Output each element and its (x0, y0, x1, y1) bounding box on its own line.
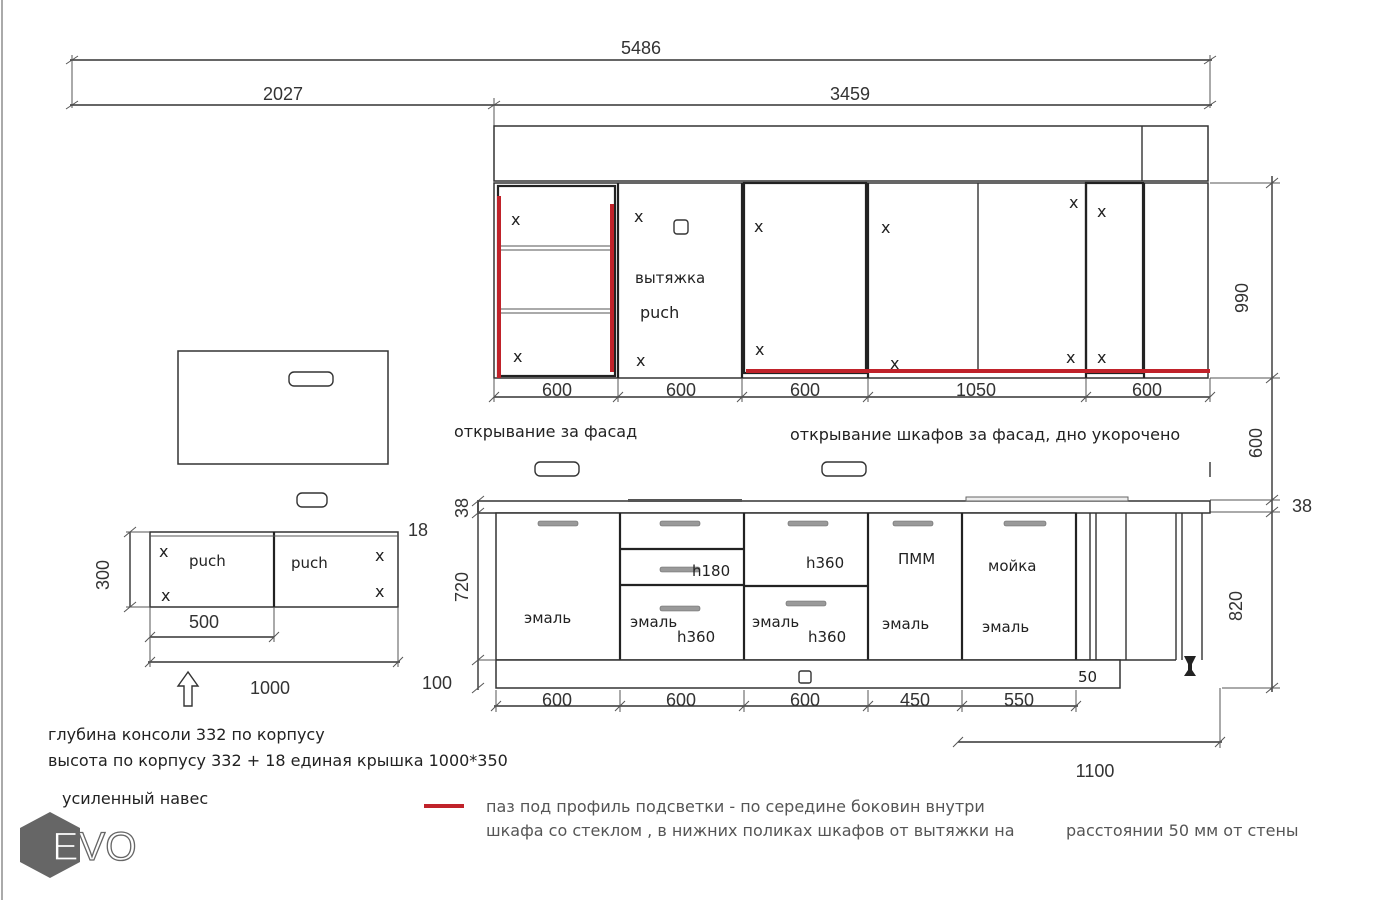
hinge-mark: x (1097, 348, 1107, 367)
dim-lower-600: 600 (541, 690, 573, 710)
dim-console-18: 18 (407, 520, 429, 540)
label-enamel: эмаль (982, 618, 1030, 636)
legend-line2-end: расстоянии 50 мм от стены (1066, 821, 1299, 840)
handle-icon (893, 521, 933, 526)
plinth-knob (799, 671, 811, 683)
label-enamel: эмаль (524, 609, 572, 627)
handle-icon (660, 606, 700, 611)
base-cabinets (478, 497, 1210, 688)
hinge-mark: x (1069, 193, 1079, 212)
note-open-cabinets: открывание шкафов за фасад, дно укорочено (790, 425, 1181, 444)
dim-right-width: 3459 (829, 84, 871, 104)
dim-lower-600: 600 (665, 690, 697, 710)
handle-icon (535, 462, 579, 476)
dim-upper-1050: 1050 (955, 380, 997, 400)
note-hinge: усиленный навес (62, 789, 209, 808)
console (93, 351, 428, 706)
top-dimensions (66, 38, 1216, 130)
dim-upper-600: 600 (789, 380, 821, 400)
hinge-mark: x (375, 546, 385, 565)
dim-console-500: 500 (188, 612, 220, 632)
handle-icon (297, 493, 327, 507)
leg-icon (1184, 656, 1196, 676)
label-puch-upper: puch (640, 303, 680, 322)
cornice (494, 126, 1208, 181)
dim-left-width: 2027 (262, 84, 304, 104)
dim-plinth-100: 100 (421, 673, 453, 693)
evo-logo (20, 812, 136, 878)
console-top-view (178, 351, 388, 464)
upper-width-dims (489, 378, 1215, 402)
dim-countertop-left: 38 (452, 497, 472, 519)
note-open-facade: открывание за фасад (454, 422, 638, 441)
hinge-mark: x (881, 218, 891, 237)
arrow-up-icon (178, 672, 198, 706)
hinge-mark: x (513, 347, 523, 366)
hinge-mark: x (511, 210, 521, 229)
dim-upper-600: 600 (1131, 380, 1163, 400)
hinge-mark: x (159, 542, 169, 561)
label-enamel: эмаль (752, 613, 800, 631)
dim-total-width: 5486 (620, 38, 662, 58)
handle-icon (1004, 521, 1046, 526)
dim-base-720: 720 (452, 571, 472, 603)
countertop (478, 501, 1210, 513)
hinge-mark: x (755, 340, 765, 359)
hinge-mark: x (375, 582, 385, 601)
legend-line1: паз под профиль подсветки - по середине боковин внутри (486, 797, 985, 816)
label-h360: h360 (806, 554, 845, 572)
label-sink: мойка (988, 557, 1037, 575)
dim-upper-600: 600 (665, 380, 697, 400)
label-h180: h180 (692, 562, 731, 580)
dim-countertop-right: 38 (1291, 496, 1313, 516)
note-console-height: высота по корпусу 332 + 18 единая крышка 1000*350 (48, 751, 508, 770)
logo-text: EVO (52, 825, 137, 869)
dim-depth-1100: 1100 (1075, 761, 1115, 781)
dim-lower-600: 600 (789, 690, 821, 710)
label-puch: puch (189, 552, 226, 570)
handle-icon (660, 521, 700, 526)
base-left-dims (422, 496, 484, 693)
dim-base-height: 820 (1226, 590, 1246, 622)
dim-console-300: 300 (93, 559, 113, 591)
dim-upper-600: 600 (541, 380, 573, 400)
handle-icon (788, 521, 828, 526)
hinge-mark: x (161, 586, 171, 605)
label-h360: h360 (808, 628, 847, 646)
hinge-mark: x (890, 354, 900, 373)
hinge-mark: x (1066, 348, 1076, 367)
dim-console-1000: 1000 (249, 678, 291, 698)
hinge-mark: x (754, 217, 764, 236)
hinge-mark: x (634, 207, 644, 226)
dim-gap-50: 50 (1078, 668, 1098, 686)
upper-cabinets (494, 126, 1210, 378)
label-enamel: эмаль (630, 613, 678, 631)
note-console-depth: глубина консоли 332 по корпусу (48, 725, 325, 744)
right-vertical-dims (1210, 176, 1312, 693)
legend-line2: шкафа со стеклом , в нижних поликах шкафов от вытяжки на (486, 821, 1015, 840)
dim-upper-height: 990 (1232, 282, 1252, 314)
hinge-mark: x (1097, 202, 1107, 221)
base-width-dims (491, 688, 1225, 781)
handle-icon (289, 372, 333, 386)
dim-lower-450: 450 (899, 690, 931, 710)
label-hood: вытяжка (635, 269, 706, 287)
handle-icon (822, 462, 866, 476)
hood-knob (674, 220, 688, 234)
sink-top (966, 497, 1128, 501)
handle-icon (538, 521, 578, 526)
hob (628, 499, 742, 502)
label-puch: puch (291, 554, 328, 572)
label-enamel: эмаль (882, 615, 930, 633)
dim-gap-height: 600 (1246, 427, 1266, 459)
dim-lower-550: 550 (1003, 690, 1035, 710)
hinge-mark: x (636, 351, 646, 370)
label-pmm: ПММ (898, 550, 936, 568)
label-h360: h360 (677, 628, 716, 646)
handle-icon (786, 601, 826, 606)
